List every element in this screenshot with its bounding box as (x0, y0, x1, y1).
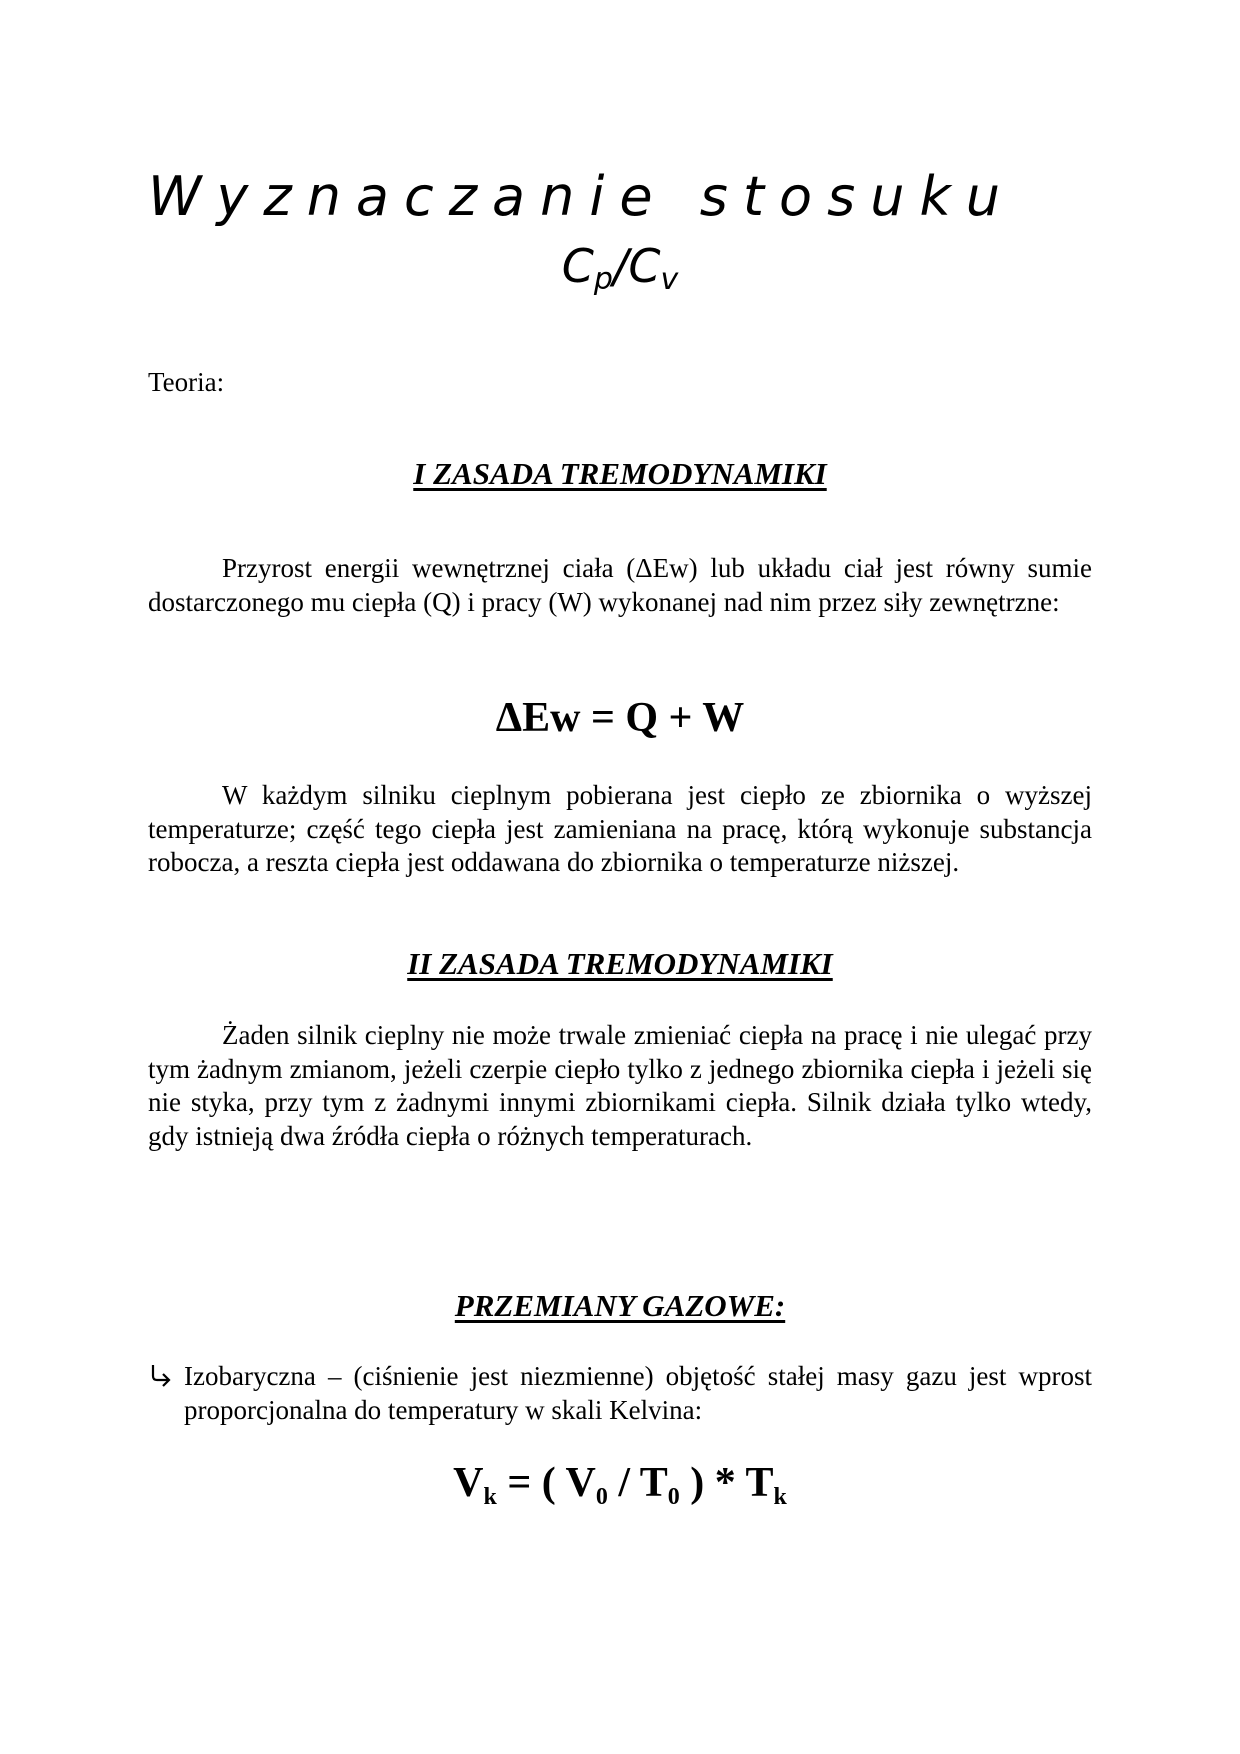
formula-t0: T (639, 1460, 668, 1506)
curved-arrow-icon (148, 1362, 174, 1388)
paragraph-heat-engine: W każdym silniku cieplnym pobierana jest ciepło ze zbiornika o wyższej temperaturze; część tego ciepła jest zamieniana na pracę, którą wykonuje substancja robocza, a reszta ciepła jest oddawana do zbiornika o temperaturze niższej. (148, 780, 1092, 877)
formula-t0-sub: 0 (667, 1484, 680, 1510)
formula-v0: V (565, 1460, 596, 1506)
document-subtitle-formula (0, 239, 1240, 297)
formula-mul: ) * (679, 1460, 746, 1506)
formula-isobaric (0, 1460, 1240, 1510)
formula-tk: T (745, 1460, 774, 1506)
heading-second-law: II ZASADA TREMODYNAMIKI (407, 946, 833, 981)
title-slash-c: /C (612, 239, 661, 293)
formula-eq-open: = ( (496, 1460, 566, 1506)
heading-first-law: I ZASADA TREMODYNAMIKI (413, 456, 827, 491)
title-sub-v: v (660, 262, 679, 297)
formula-v: V (453, 1460, 484, 1506)
formula-tk-sub: k (773, 1484, 787, 1510)
bullet-text-isobaric: Izobaryczna – (ciśnienie jest niezmienne) objętość stałej masy gazu jest wprost proporcjonalna do temperatury w skali Kelvina: (184, 1361, 1092, 1425)
paragraph-second-law: Żaden silnik cieplny nie może trwale zmieniać ciepła na pracę i nie ulegać przy tym żadnym zmianom, jeżeli czerpie ciepło tylko z jednego zbiornika ciepła i jeżeli się nie styka, przy tym z żadnymi innymi zbiornikami ciepła. Silnik działa tylko wtedy, gdy istnieją dwa źródła ciepła o różnych temperaturach. (148, 1020, 1092, 1151)
list-item (148, 1360, 1092, 1427)
formula-div: / (607, 1460, 640, 1506)
title-sub-p: p (593, 262, 613, 297)
heading-gas-transformations: PRZEMIANY GAZOWE: (454, 1288, 786, 1323)
title-c: C (561, 239, 594, 293)
paragraph-first-law: Przyrost energii wewnętrznej ciała (ΔEw) lub układu ciał jest równy sumie dostarczonego mu ciepła (Q) i pracy (W) wykonanej nad nim przez siły zewnętrzne: (148, 553, 1092, 617)
formula-v0-sub: 0 (595, 1484, 608, 1510)
document-title: Wyznaczanie stosuku (148, 165, 1015, 228)
formula-first-law: ΔEw = Q + W (495, 695, 745, 741)
formula-v-sub: k (483, 1484, 497, 1510)
section-label-theory: Teoria: (148, 367, 225, 397)
